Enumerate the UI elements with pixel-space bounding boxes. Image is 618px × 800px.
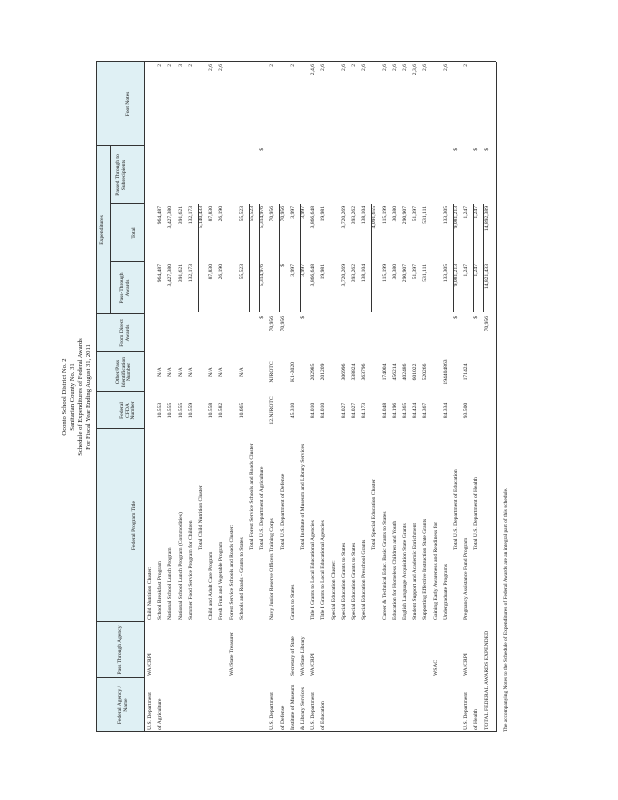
cell-cfda: 10.665	[238, 402, 245, 419]
cell-pass-through: WSAC	[432, 659, 439, 676]
cell-program: National School Lunch Program (Commodities)	[177, 512, 184, 620]
cell-program: Special Education Cluster:	[330, 560, 337, 620]
cell-cfda: 93.500	[463, 402, 470, 419]
cell-program: Grants to States	[289, 584, 296, 620]
cell-notes: 2	[289, 64, 296, 67]
cell-other-id: N/A	[187, 367, 194, 377]
cell-direct: 70,956	[483, 316, 490, 332]
cell-pass-through-awards: 14,821,433	[483, 264, 490, 290]
cell-program: Total Child Nutrition Cluster	[198, 485, 204, 550]
cell-pass-through-awards: 51,397	[412, 264, 419, 280]
cell-agency: of Defense	[279, 705, 286, 730]
cell-program: Fresh Fruit and Vegetable Program	[218, 541, 225, 620]
title-line-3: Schedule of Expenditures of Federal Awards	[77, 338, 84, 456]
cell-other-id: 520266	[422, 363, 429, 381]
cell-program: Pregnancy Assistance Fund Program	[463, 537, 470, 620]
cell-program: Child Nutrition Cluster:	[147, 566, 153, 620]
cell-cfda: 12.NJROTC	[269, 396, 276, 425]
cell-pass-through-awards: 1,247	[463, 264, 470, 277]
cell-cfda: 45.310	[289, 402, 296, 419]
expenditures-group-rule	[110, 146, 111, 314]
subtotal-rule	[483, 204, 484, 312]
cell-pass-through-awards: $	[279, 264, 286, 267]
cell-total: 51,397	[412, 206, 419, 222]
cell-program: Supporting Effective Instruction State Grants	[422, 518, 429, 620]
cell-pass-through-awards: 26,190	[218, 264, 225, 280]
header-expenditures: Expenditures	[99, 215, 105, 245]
col-rule	[110, 203, 144, 204]
cell-agency: Institute of Museum	[289, 684, 296, 730]
cell-pass-through-awards: 3,427,380	[167, 264, 174, 287]
col-rule	[96, 731, 496, 732]
header-agency: Federal Agency / Name	[117, 685, 129, 725]
cell-cfda: 84.027	[340, 402, 347, 419]
cell-subrecipients: $	[259, 148, 266, 151]
cell-cfda: 10.553	[157, 402, 164, 419]
cell-notes: 2	[167, 64, 174, 67]
cell-notes: 2,6	[391, 64, 398, 71]
cell-other-id: 174004	[381, 363, 388, 381]
cell-pass-through-awards: 393,262	[351, 264, 357, 283]
cell-total: 14,892,389	[483, 206, 490, 232]
cell-program: Forest Service Schools and Roads Cluster:	[228, 524, 235, 620]
cell-program: Gaining Early Awareness and Readiness for	[432, 521, 439, 620]
header-total: Total	[131, 227, 137, 239]
cell-total: 115,199	[381, 206, 388, 224]
cell-pass-through: WA/CRPI	[463, 653, 470, 676]
cell-pass-through-awards: 138,104	[361, 264, 368, 283]
cell-cfda: 84.196	[391, 402, 398, 419]
cell-agency: of Education	[320, 701, 327, 730]
cell-other-id: 201209	[320, 363, 327, 381]
cell-total: 26,190	[218, 206, 225, 222]
header-pass-through: Pass Through Agency	[117, 625, 123, 675]
title-line-1: Oconto School District No. 2	[61, 358, 68, 436]
cell-program: Total U.S. Department of Health	[473, 477, 480, 550]
cell-pass-through: WA/CRPI	[147, 653, 153, 676]
subtotal-rule	[371, 204, 372, 312]
cell-pass-through-awards: 290,907	[402, 264, 408, 283]
cell-total: 55,523	[238, 206, 245, 222]
cell-total: 3,427,380	[167, 206, 174, 229]
cell-total: 70,956	[269, 206, 276, 222]
col-rule	[96, 677, 144, 678]
cell-other-id: N/A	[208, 367, 215, 377]
cell-program: English Language Acquisition State Grants	[402, 523, 408, 620]
col-rule	[96, 313, 144, 314]
cell-cfda: 84.424	[412, 402, 419, 419]
cell-notes: 2,6	[402, 64, 408, 71]
cell-agency: TOTAL FEDERAL AWARDS EXPENDED	[483, 630, 490, 730]
title-line-4: For Fiscal Year Ending August 31, 2011	[85, 344, 92, 450]
cell-total: 70,956	[279, 206, 286, 222]
cell-other-id: 338824	[351, 363, 357, 381]
cell-other-id: N/A	[218, 367, 225, 377]
cell-notes: 2	[269, 64, 276, 67]
header-foot-notes: Foot Notes	[125, 91, 131, 117]
subtotal-rule	[249, 204, 250, 312]
cell-program: Total Forest Service Schools and Roads Cluster	[249, 443, 255, 550]
cell-agency: & Library Services	[300, 687, 306, 730]
cell-pass-through: WA/State Library	[300, 636, 306, 676]
cell-cfda: 84.027	[351, 402, 357, 419]
cell-cfda: 84.048	[381, 402, 388, 419]
subtotal-rule	[453, 204, 454, 312]
cell-other-id: 402486	[402, 363, 408, 381]
cell-total: 132,173	[187, 206, 194, 225]
cell-direct: $	[453, 316, 459, 319]
cell-notes: 2,3,6	[412, 64, 419, 76]
cell-program: Total Special Education Cluster	[371, 479, 378, 550]
cell-total: 3,720,269	[340, 206, 347, 229]
cell-total: 1,247	[473, 206, 480, 219]
cell-total: 133,305	[442, 206, 449, 225]
cell-notes: 2	[157, 64, 164, 67]
cell-other-id: N/A	[238, 367, 245, 377]
cell-other-id: N/A	[167, 367, 174, 377]
cell-direct: 70,956	[279, 316, 286, 332]
cell-program: Career & Technical Educ. Basic Grants to States	[381, 511, 388, 620]
cell-pass-through: WA/CRPI	[310, 653, 317, 676]
col-rule	[96, 428, 144, 429]
cell-cfda: 10.582	[218, 402, 225, 419]
cell-pass-through: Secretary of State	[289, 636, 296, 676]
cell-total: 393,262	[351, 206, 357, 225]
header-other-id: Other/Pass Identification Number	[115, 356, 133, 388]
col-rule	[96, 351, 144, 352]
cell-agency: U.S. Department	[463, 692, 470, 730]
cell-agency: U.S. Department	[147, 692, 153, 730]
cell-notes: 2,6	[208, 64, 215, 71]
cell-total: 290,907	[402, 206, 408, 225]
cell-pass-through-awards: 3,720,269	[340, 264, 347, 287]
cell-program: Education for Homeless Children and Youth	[391, 520, 398, 620]
cell-direct: $	[259, 316, 266, 319]
cell-other-id: 363796	[361, 363, 368, 381]
cell-agency: U.S. Department	[269, 692, 276, 730]
cell-total: 4,091,655	[371, 206, 378, 229]
header-subrecipients: Passed Through to Subrecipients	[115, 154, 127, 196]
cell-notes: 2,6	[422, 64, 429, 71]
subtotal-rule	[473, 204, 474, 312]
cell-other-id: 194404863	[442, 359, 449, 385]
cell-total: 391,621	[177, 206, 184, 225]
header-program-title: Federal Program Title	[131, 500, 137, 551]
cell-program: Child and Adult Care Program	[208, 551, 215, 620]
cell-pass-through-awards: 87,830	[208, 264, 215, 280]
header-cfda: Federal CFDA Number	[119, 401, 137, 420]
cell-pass-through-awards: 132,173	[187, 264, 194, 283]
cell-notes: 2,6	[442, 64, 449, 71]
cell-pass-through-awards: 30,380	[391, 264, 398, 280]
cell-notes: 2,6	[381, 64, 388, 71]
cell-program: Student Support and Academic Enrichment	[412, 523, 419, 620]
rotated-schedule-document	[60, 62, 515, 732]
cell-program: Total U.S. Department of Agriculture	[259, 466, 266, 550]
cell-other-id: 601022	[412, 363, 419, 381]
cell-cfda: 84.010	[310, 402, 317, 419]
cell-other-id: K1-3020	[289, 362, 296, 382]
cell-notes: 3	[177, 64, 184, 67]
cell-program: Title I Grants to Local Educational Agencies	[320, 520, 327, 620]
cell-pass-through-awards: 3,997	[300, 264, 306, 277]
cell-total: 3,866,648	[310, 206, 317, 229]
cell-direct: $	[300, 316, 306, 319]
schedule-table	[96, 62, 496, 732]
cell-subrecipients: $	[483, 148, 490, 151]
cell-program: Summer Food Service Program for Children	[187, 520, 194, 620]
cell-pass-through-awards: 115,199	[381, 264, 388, 282]
header-pass-through-awards: Pass-Through Awards	[119, 272, 131, 304]
table-top-rule	[96, 62, 97, 732]
cell-direct: $	[473, 316, 480, 319]
cell-agency: U.S. Department	[310, 692, 317, 730]
cell-pass-through-awards: 133,305	[442, 264, 449, 283]
cell-pass-through-awards: 55,523	[238, 264, 245, 280]
cell-total: 3,997	[289, 206, 296, 219]
cell-notes: 2,6	[320, 64, 327, 71]
col-rule	[96, 391, 144, 392]
cell-pass-through-awards: 3,997	[289, 264, 296, 277]
cell-program: Title I Grants to Local Educational Agencies	[310, 520, 317, 620]
cell-other-id: 456214	[391, 363, 398, 381]
cell-agency: of Health	[473, 709, 480, 730]
cell-total: 964,487	[157, 206, 164, 225]
cell-total: 3,997	[300, 206, 306, 219]
footnote: The accompanying Notes to the Schedule of Expenditures of Federal Awards are an integral part of this schedule.	[503, 487, 509, 732]
cell-agency: of Agriculture	[157, 698, 164, 730]
subtotal-rule	[198, 204, 199, 312]
cell-total: 87,830	[208, 206, 215, 222]
cell-pass-through-awards: 531,111	[422, 264, 429, 282]
cell-cfda: 84.173	[361, 402, 368, 419]
cell-notes: 2,6	[361, 64, 368, 71]
cell-pass-through-awards: 3,866,648	[310, 264, 317, 287]
cell-notes: 2,4,6	[310, 64, 317, 76]
cell-total: 19,981	[320, 206, 327, 222]
cell-total: 5,140,433	[198, 206, 204, 229]
cell-program: Undergraduate Programs	[442, 564, 449, 620]
cell-notes: 2	[351, 64, 357, 67]
cell-notes: 2	[463, 64, 470, 67]
cell-other-id: 202985	[310, 363, 317, 381]
cell-program: Total U.S. Department of Defense	[279, 473, 286, 550]
cell-pass-through: WA/State Treasurer	[228, 632, 235, 676]
cell-program: Special Education Grants to States	[351, 542, 357, 620]
cell-notes: 2,6	[340, 64, 347, 71]
cell-total: 55,523	[249, 206, 255, 222]
cell-program: National School Lunch Program	[167, 547, 174, 620]
subtotal-rule	[259, 204, 260, 312]
header-direct: From Direct Awards	[119, 319, 131, 347]
cell-cfda: 10.555	[177, 402, 184, 419]
cell-program: Special Education Grants to States	[340, 542, 347, 620]
subtotal-rule	[300, 204, 301, 312]
cell-other-id: N/A	[157, 367, 164, 377]
cell-total: 9,081,213	[453, 206, 459, 229]
cell-cfda: 84.365	[402, 402, 408, 419]
cell-subrecipients: $	[453, 148, 459, 151]
col-rule	[96, 621, 144, 622]
cell-other-id: NJROTC	[269, 361, 276, 383]
cell-program: Special Education Preschool Grants	[361, 539, 368, 620]
cell-total: 531,111	[422, 206, 429, 224]
cell-pass-through-awards: 19,981	[320, 264, 327, 280]
cell-other-id: N/A	[177, 367, 184, 377]
cell-program: Total Institute of Museum and Library Services	[300, 443, 306, 550]
cell-direct: 70,956	[269, 316, 276, 332]
cell-pass-through-awards: 9,081,213	[453, 264, 459, 287]
cell-other-id: 171424	[463, 363, 470, 381]
cell-subrecipients: $	[473, 148, 480, 151]
cell-total: 138,104	[361, 206, 368, 225]
cell-other-id: 306996	[340, 363, 347, 381]
col-rule	[96, 145, 144, 146]
cell-program: School Breakfast Program	[157, 560, 164, 620]
cell-pass-through-awards: 5,314,976	[259, 264, 266, 287]
cell-program: Navy Junior Reserve Officers Training Corps	[269, 518, 276, 620]
header-bottom-rule	[144, 62, 145, 732]
cell-pass-through-awards: 964,487	[157, 264, 164, 283]
cell-pass-through-awards: 1,247	[473, 264, 480, 277]
cell-cfda: 10.555	[167, 402, 174, 419]
col-rule	[96, 61, 496, 62]
col-rule	[110, 261, 144, 262]
title-line-2: Sanitarian County No. 31	[69, 363, 76, 431]
cell-cfda: 10.559	[187, 402, 194, 419]
cell-program: Total U.S. Department of Education	[453, 469, 459, 550]
cell-cfda: 84.010	[320, 402, 327, 419]
cell-cfda: 84.334	[442, 402, 449, 419]
cell-program: Schools and Roads - Grants to States	[238, 537, 245, 620]
cell-total: 1,247	[463, 206, 470, 219]
cell-total: 5,314,976	[259, 206, 266, 229]
table-bottom-rule	[496, 62, 497, 732]
subtotal-rule	[279, 204, 280, 312]
cell-cfda: 84.367	[422, 402, 429, 419]
cell-notes: 2,6	[218, 64, 225, 71]
cell-notes: 2	[187, 64, 194, 67]
cell-total: 30,380	[391, 206, 398, 222]
cell-cfda: 10.558	[208, 402, 215, 419]
cell-pass-through-awards: 391,621	[177, 264, 184, 283]
